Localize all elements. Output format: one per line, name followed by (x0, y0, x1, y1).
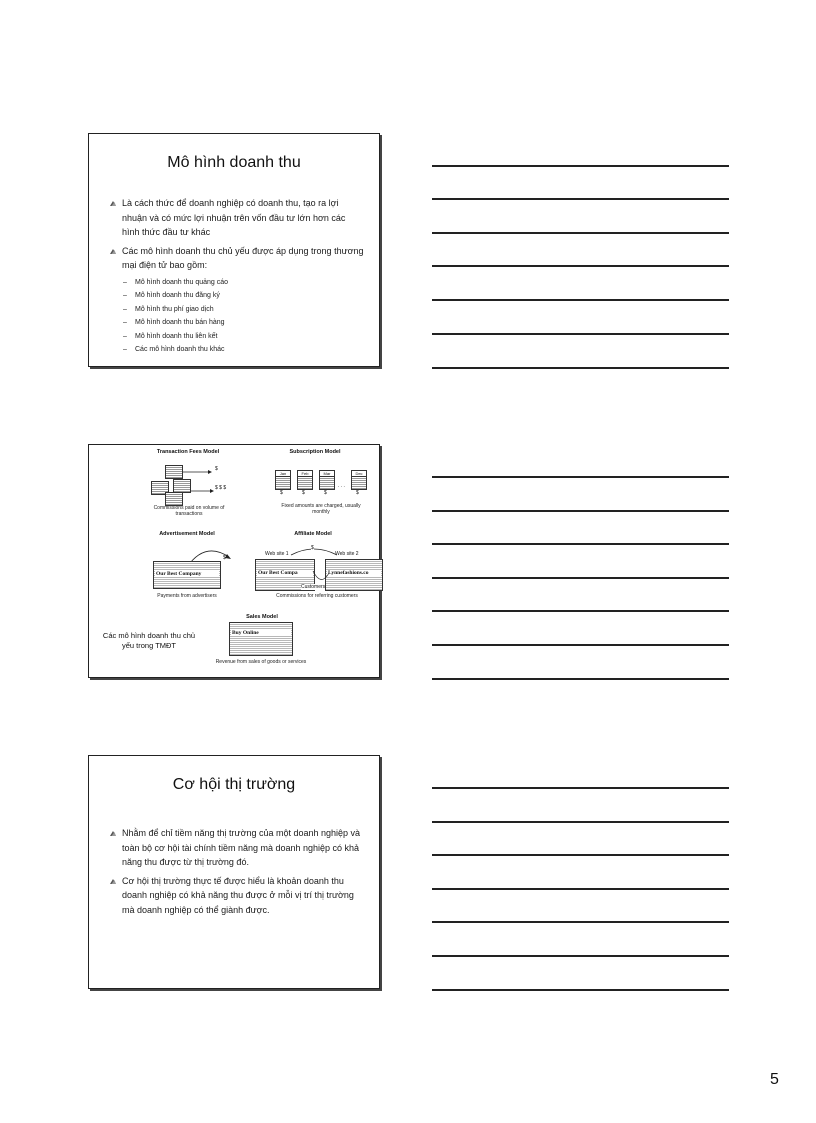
note-line (432, 510, 729, 512)
subscription-caption: Fixed amounts are charged, usually monthly (281, 503, 361, 515)
transaction-screen-icon (173, 479, 191, 493)
note-line (432, 678, 729, 680)
arrow-icon (183, 469, 213, 475)
note-line (432, 165, 729, 167)
note-line (432, 989, 729, 991)
note-line (432, 787, 729, 789)
advertisement-screen: Our Best Company (153, 561, 221, 589)
slide-revenue-diagram (88, 444, 380, 678)
subscription-dollar: $ (324, 490, 327, 496)
bullet-icon (109, 200, 117, 207)
bullet-item (109, 826, 365, 870)
subscription-model-title: Subscription Model (289, 449, 341, 455)
note-line (432, 577, 729, 579)
slide-title: Mô hình doanh thu (167, 154, 301, 171)
note-line (432, 299, 729, 301)
curved-arrow-icon (289, 545, 339, 557)
calendar-icon: Jan (275, 470, 291, 490)
bullet-text: Các mô hình doanh thu chủ yếu được áp dụng trong thương mại điện tử bao gồm: (122, 245, 364, 270)
note-line (432, 333, 729, 335)
note-line (432, 610, 729, 612)
bullet-icon (109, 830, 117, 837)
note-line (432, 888, 729, 890)
sales-model-title: Sales Model (246, 614, 278, 620)
note-line (432, 232, 729, 234)
note-line (432, 955, 729, 957)
bullet-icon (109, 878, 117, 885)
bullet-item (109, 244, 365, 357)
calendar-icon: Mar (319, 470, 335, 490)
note-line (432, 854, 729, 856)
note-line (432, 543, 729, 545)
bullet-list (109, 196, 365, 361)
transaction-dollar-single: $ (215, 466, 218, 472)
affiliate-customers-label: Customers (301, 584, 326, 590)
affiliate-dollar: $ (311, 545, 314, 551)
subscription-dollar: $ (280, 490, 283, 496)
advertisement-dollar: $ (223, 555, 226, 561)
sub-item: – Mô hình thu phí giao dịch (123, 305, 214, 313)
transaction-caption: Commissions paid on volume of transactions (153, 505, 225, 517)
affiliate-site2-label: Web site 2 (335, 551, 359, 557)
transaction-screen-icon (165, 465, 183, 479)
bullet-icon (109, 248, 117, 255)
note-line (432, 198, 729, 200)
note-line (432, 644, 729, 646)
sub-item: – Mô hình doanh thu đăng ký (123, 292, 220, 299)
calendar-icon: Dec (351, 470, 367, 490)
transaction-dollar-multi: $ $ $ (215, 485, 227, 491)
sales-caption: Revenue from sales of goods or services (215, 659, 307, 665)
arrow-icon (191, 488, 215, 494)
bullet-list (109, 826, 365, 921)
advertisement-model-title: Advertisement Model (159, 531, 215, 537)
sales-screen: Buy Online (229, 622, 293, 656)
sub-list (122, 276, 365, 357)
bullet-text: Cơ hội thị trường thực tế được hiểu là khoản doanh thu doanh nghiệp có khả năng thu được ở mỗi vị trí thị trường mà doanh nghiệp có thể giành được. (122, 875, 354, 915)
bullet-text: Nhằm để chỉ tiềm năng thị trường của một doanh nghiệp và toàn bộ cơ hội tài chính tiềm năng mà doanh nghiệp có khả năng thu được từ thị trường đó. (122, 828, 361, 867)
sub-item: – Mô hình doanh thu quảng cáo (123, 278, 229, 286)
slide-title: Cơ hội thị trường (172, 776, 296, 793)
note-line (432, 367, 729, 369)
affiliate-site2-screen: Lynnefashions.co (325, 559, 383, 591)
sub-item: – Các mô hình doanh thu khác (123, 346, 225, 353)
note-line (432, 821, 729, 823)
sub-item: – Mô hình doanh thu bán hàng (123, 319, 225, 326)
affiliate-caption: Commissions for referring customers (276, 593, 358, 599)
note-line (432, 476, 729, 478)
months-ellipsis: . . . (338, 483, 345, 489)
bullet-text: Là cách thức để doanh nghiệp có doanh thu, tạo ra lợi nhuận và có mức lợi nhuận trên vốn đầu tư lớn hơn các hình thức đầu tư khác (122, 198, 346, 237)
slide-revenue-models (88, 133, 380, 367)
note-line (432, 921, 729, 923)
subscription-dollar: $ (356, 490, 359, 496)
slide-caption: Các mô hình doanh thu chủ yếu trong TMĐT (102, 631, 196, 650)
bullet-item (109, 196, 365, 240)
page-number: 5 (770, 1071, 779, 1088)
transaction-screen-icon (165, 492, 183, 506)
affiliate-site1-label: Web site 1 (265, 551, 289, 557)
advertisement-caption: Payments from advertisers (157, 593, 217, 599)
affiliate-site1-screen: Our Best Compa (255, 559, 315, 591)
subscription-dollar: $ (302, 490, 305, 496)
slide-market-opportunity (88, 755, 380, 989)
note-line (432, 265, 729, 267)
calendar-icon: Feb (297, 470, 313, 490)
sub-item: – Mô hình doanh thu liên kết (123, 332, 218, 340)
transaction-model-title: Transaction Fees Model (156, 449, 220, 455)
affiliate-model-title: Affiliate Model (294, 531, 332, 537)
bullet-item (109, 874, 365, 918)
